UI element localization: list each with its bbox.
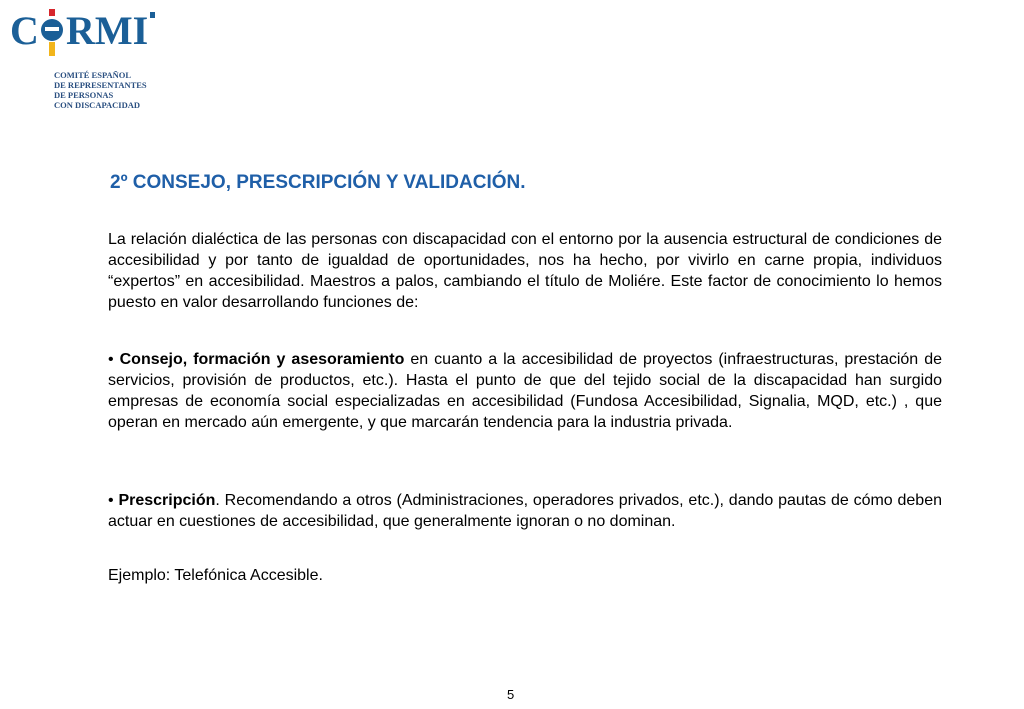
bullet-mark: • [108, 351, 114, 368]
section-title: 2º CONSEJO, PRESCRIPCIÓN Y VALIDACIÓN. [110, 172, 526, 193]
tagline-line: DE PERSONAS [54, 90, 114, 100]
cermi-logo [8, 6, 168, 110]
bullet-text: en cuanto a la accesibilidad de proyectos (infraestructuras, prestación de servicios, provisión de productos, etc.). Hasta el punto de que del tejido social de la discapacidad han surgido empresas de economía social especializadas en accesibilidad (Fundosa Accesibilidad, Signalia, MQD, etc.) , que operan en mercado aún emergente, y que marcarán tendencia para la industria privada. [108, 351, 943, 431]
page-number: 5 [507, 687, 515, 702]
bullet-heading: Consejo, formación y asesoramiento [119, 351, 405, 368]
tagline-line: CON DISCAPACIDAD [54, 100, 141, 110]
intro-paragraph: La relación dialéctica de las personas con discapacidad con el entorno por la ausencia estructural de condiciones de accesibilidad y por tanto de igualdad de oportunidades, nos ha hecho, por vivirlo en carne propia, individuos “expertos” en accesibilidad. Maestros a palos, cambiando el título de Moliére. Este factor de conocimiento lo hemos puesto en valor desarrollando funciones de: [108, 231, 942, 311]
cermi-tagline [54, 70, 147, 110]
bullet-consejo [108, 349, 942, 433]
bullet-heading: Prescripción [118, 492, 216, 509]
cermi-logo-mark [8, 6, 168, 56]
bullet-text: . Recomendando a otros (Administraciones, operadores privados, etc.), dando pautas de cómo deben actuar en cuestiones de accesibilidad, que generalmente ignoran o no dominan. [108, 492, 943, 530]
bullet-mark: • [108, 492, 114, 509]
svg-text:C: C [10, 8, 39, 53]
svg-text:RMI: RMI [66, 8, 149, 53]
tagline-line: DE REPRESENTANTES [54, 80, 147, 90]
example-line: Ejemplo: Telefónica Accesible. [108, 567, 323, 584]
tagline-line: COMITÉ ESPAÑOL [54, 70, 132, 80]
bullet-prescripcion [108, 490, 942, 532]
